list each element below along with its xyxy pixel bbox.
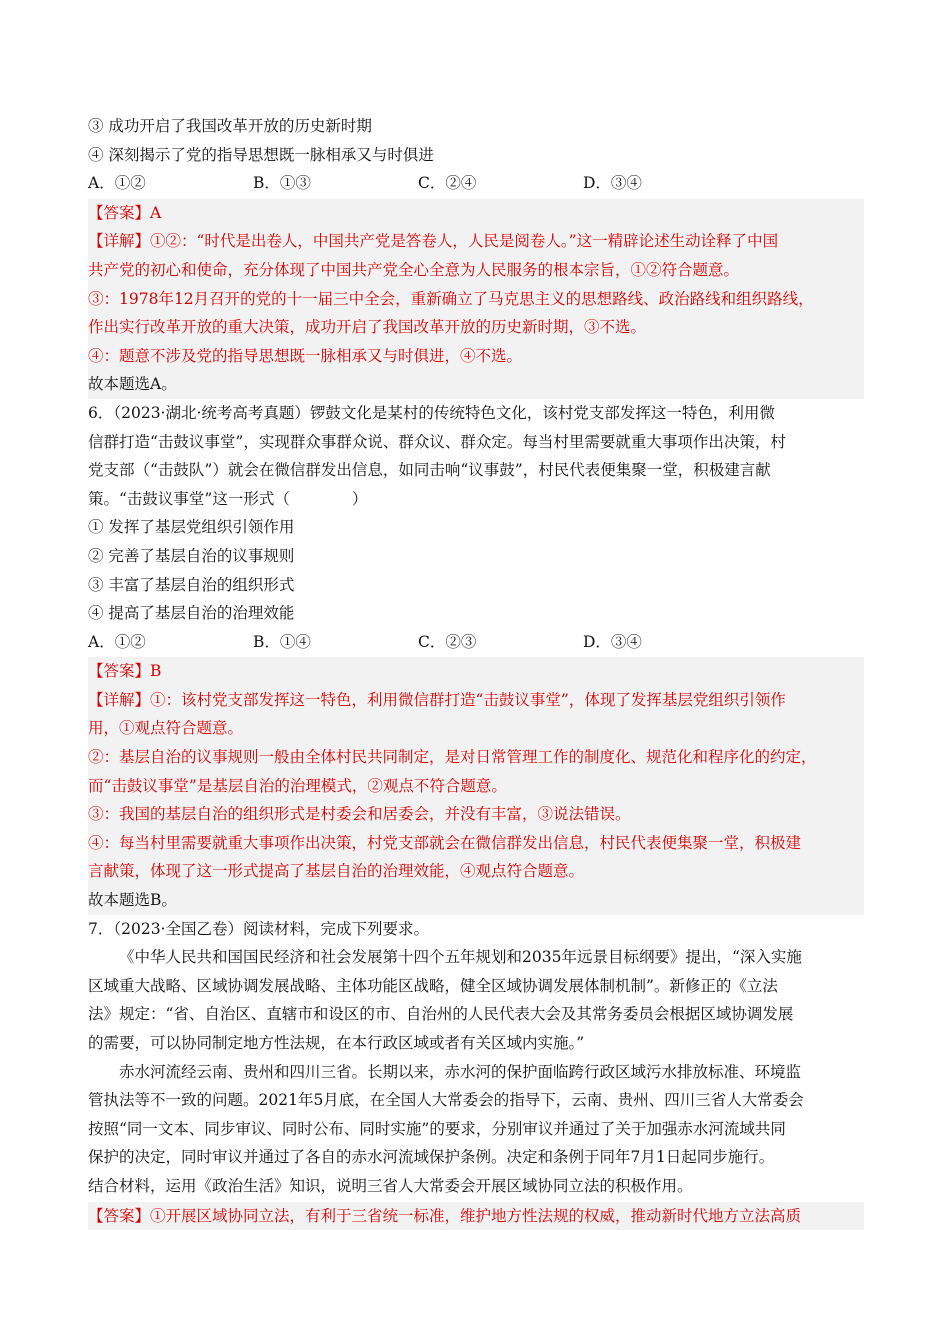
q6-stem-line: 党支部（“击鼓队”）就会在微信群发出信息，如同击响“议事鼓”，村民代表便集聚一堂，积极建言献: [88, 461, 771, 480]
q5-detail-line: ④：题意不涉及党的指导思想既一脉相承又与时俱进，④不选。: [88, 346, 523, 365]
q6-option-1: ① 发挥了基层党组织引领作用: [88, 518, 295, 537]
q7-block: [88, 915, 864, 1231]
q7-material-2-line: 按照“同一文本、同步审议、同时公布、同时实施”的要求，分别审议并通过了关于加强赤水河流域共同: [88, 1119, 786, 1138]
q6-answer-block: [88, 657, 864, 914]
q6-detail-line: 言献策，体现了这一形式提高了基层自治的治理效能，④观点符合题意。: [88, 862, 585, 881]
q7-material-1-line: 《中华人民共和国国民经济和社会发展第十四个五年规划和2035年远景目标纲要》提出，“深入实施: [119, 948, 802, 967]
q5-choice-d: D．③④: [583, 174, 642, 193]
q7-stem: 7．（2023·全国乙卷）阅读材料，完成下列要求。: [88, 919, 429, 938]
q7-material-1-line: 区域重大战略、区域协调发展战略、主体功能区战略，健全区域协调发展体制机制”。新修正的《立法: [88, 976, 778, 995]
q5-detail-line: 【详解】①②：“时代是出卷人，中国共产党是答卷人，人民是阅卷人。”这一精辟论述生动诠释了中国: [88, 232, 779, 251]
q5-detail-line: ③：1978年12月召开的党的十一届三中全会，重新确立了马克思主义的思想路线、政治路线和组织路线，: [88, 289, 814, 308]
q5-option-4: ④ 深刻揭示了党的指导思想既一脉相承又与时俱进: [88, 145, 434, 164]
q6-choice-b: B．①④: [253, 632, 311, 651]
q5-choice-c: C．②④: [418, 174, 477, 193]
q5-choice-b: B．①③: [253, 174, 311, 193]
q6-choice-d: D．③④: [583, 632, 642, 651]
q6-detail-line: 而“击鼓议事堂”是基层自治的治理模式，②观点不符合题意。: [88, 776, 507, 795]
q6-stem-line: 信群打造“击鼓议事堂”，实现群众事群众说、群众议、群众定。每当村里需要就重大事项作出决策，村: [88, 432, 786, 451]
q5-answer-block: [88, 199, 864, 399]
q5-option-3: ③ 成功开启了我国改革开放的历史新时期: [88, 117, 372, 135]
q5-choices: [88, 169, 864, 198]
q6-detail-line: 【详解】①：该村党支部发挥这一特色，利用微信群打造“击鼓议事堂”，体现了发挥基层党组织引领作: [88, 690, 786, 709]
q7-answer: 【答案】①开展区域协同立法，有利于三省统一标准，维护地方性法规的权威，推动新时代地方立法高质: [88, 1206, 802, 1225]
q5-conclusion: 故本题选A。: [88, 375, 177, 394]
q7-material-2-line: 保护的决定，同时审议并通过了各自的赤水河流域保护条例。决定和条例于同年7月1日起同步施行。: [88, 1148, 775, 1167]
q7-material-1-line: 的需要，可以协同制定地方性法规，在本行政区域或者有关区域内实施。”: [88, 1034, 585, 1052]
q6-detail-line: ③：我国的基层自治的组织形式是村委会和居委会，并没有丰富，③说法错误。: [88, 805, 631, 824]
document-page: [88, 112, 864, 1230]
q5-answer: 【答案】A: [88, 203, 162, 222]
q6-answer: 【答案】B: [88, 662, 162, 681]
q6-detail-line: 用，①观点符合题意。: [88, 719, 244, 738]
q6-detail-line: ④：每当村里需要就重大事项作出决策，村党支部就会在微信群发出信息，村民代表便集聚一堂，积极建: [88, 833, 802, 852]
q6-stem-line: 6．（2023·湖北·统考高考真题）锣鼓文化是某村的传统特色文化，该村党支部发挥这一特色，利用微: [88, 403, 775, 422]
q6-choice-a: A．①②: [88, 632, 146, 651]
q6-stem-line: 策。“击鼓议事堂”这一形式（ ）: [88, 489, 368, 508]
q6-choices: [88, 628, 864, 657]
q7-answer-block: [88, 1202, 864, 1231]
q5-detail-line: 共产党的初心和使命，充分体现了中国共产党全心全意为人民服务的根本宗旨，①②符合题意。: [88, 260, 740, 279]
q5-choice-a: A．①②: [88, 174, 146, 193]
q5-detail-line: 作出实行改革开放的重大决策，成功开启了我国改革开放的历史新时期，③不选。: [88, 318, 647, 337]
q7-material-1-line: 法》规定：“省、自治区、直辖市和设区的市、自治州的人民代表大会及其常务委员会根据区域协调发展: [88, 1005, 794, 1024]
q6-option-4: ④ 提高了基层自治的治理效能: [88, 604, 295, 623]
q7-material-2-line: 赤水河流经云南、贵州和四川三省。长期以来，赤水河的保护面临跨行政区域污水排放标准、环境监: [119, 1062, 802, 1081]
q7-task: 结合材料，运用《政治生活》知识，说明三省人大常委会开展区域协同立法的积极作用。: [88, 1176, 693, 1195]
q6-conclusion: 故本题选B。: [88, 891, 177, 910]
q7-material-2-line: 管执法等不一致的问题。2021年5月底，在全国人大常委会的指导下，云南、贵州、四川三省人大常委会: [88, 1091, 804, 1110]
q6-option-3: ③ 丰富了基层自治的组织形式: [88, 575, 295, 594]
q6-choice-c: C．②③: [418, 632, 477, 651]
q6-option-2: ② 完善了基层自治的议事规则: [88, 546, 295, 565]
q6-detail-line: ②：基层自治的议事规则一般由全体村民共同制定，是对日常管理工作的制度化、规范化和程序化的约定，: [88, 748, 817, 767]
